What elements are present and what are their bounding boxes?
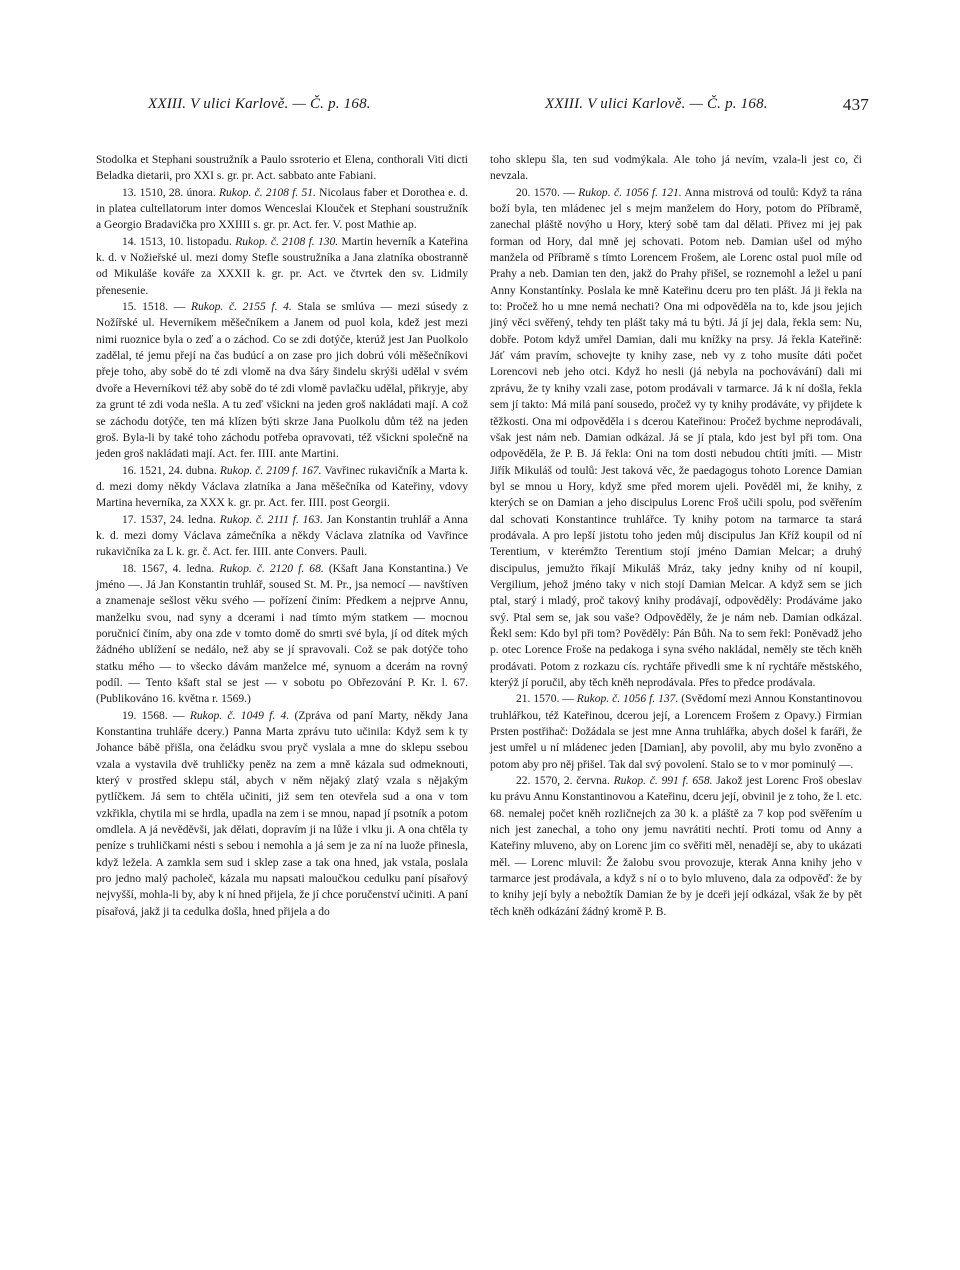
entry-text: 17. 1537, 24. ledna. [122, 513, 220, 526]
entry-text: (Kšaft Jana Konstantina.) Ve jméno —. Já Jan Konstantin truhlář, soused St. M. Pr., jsa nemocí — navštíven a znamenaje sešlost věku svého — pořízení činím: Předkem a nejprve Annu, manželku svou, nad syny a dcerami i nad tímto mým statkem — mocnou poručnicí činím, aby ona zde v tomto domě do smrti své byla, jí od dítek mých žádného ublížení se nedálo, než aby se jí spravovali. Což se pak dotýče toho statku mého — to všecko dávám manželce mé, synuom a dcerám na rovný podíl. — Tento kšaft stal se jest — v sobotu po Obřezování P. Kr. l. 67. (Publikováno 16. května r. 1569.) [96, 562, 468, 706]
manuscript-reference: Rukop. č. 2120 f. 68. [219, 562, 324, 575]
manuscript-reference: Rukop. č. 2109 f. 167. [219, 464, 322, 477]
entry-text: Nicolaus faber et Dorothea e. d. in platea cultellatorum inter domos Wenceslai Klouček et Stephani soustružník a Georgio Bradavička pro XXIIII s. gr. pr. Act. fer. V. post Mathie ap. [96, 186, 468, 232]
entry-text: 22. 1570, 2. června. [516, 775, 614, 788]
record-entry [96, 561, 468, 708]
record-entry [490, 185, 862, 692]
entry-text: (Zpráva od paní Marty, někdy Jana Konstantina truhláře dcery.) Panna Marta zprávu tuto učinila: Když sem k ty Johance bábě přišla, ona čeládku svou pryč vyslala a mne do sklepu ssebou vzala a vystavila dvě truhličky peněz na zem a mně kázala sud odmeknouti, který v prostřed sklepu stál, abych v něm nějaký zlatý vzala s nějakým pytlíčkem. Já sem to chtěla učiniti, již sem ten otevřela sud a ona v tom vzkřikla, chytila mi se hrdla, upadla na zem i se mnou, napad jí psotník a potom omdlela. A já nevěděvši, jak dělati, dopravím ji na lůže i vlku ji. A ona chtěla ty peníze s truhličkami nésti s sebou i nemohla a já sem je za ní na luože přinesla, když ležela. A zamkla sem sud i sklep zase a tak ona hned, jak vstala, poslala pro jedno malý pacholeč, kázala mu napsati maloučkou cedulku paní písařový nejvyšší, mohla-li by, aby k ní hned přijela, že jí chce poručenství učiniti. A paní písařová, jakž ji ta cedulka došla, hned přijela a do [96, 709, 468, 918]
continued-paragraph [96, 152, 468, 185]
entry-text: Jan Konstantin truhlář a Anna k. d. mezi domy Václava zámečníka a někdy Václava zlatníka od Vavřince rukavičníka za L k. gr. č. Act. fer. IIII. ante Convers. Pauli. [96, 513, 468, 559]
entry-text: Vavřinec rukavičník a Marta k. d. mezi domy někdy Václava zlatníka a Jana měšečníka od Kateřiny, vdovy Martina heverníka, za XXX k. gr. pr. Act. fer. IIII. post Georgii. [96, 464, 468, 510]
entry-text: Stala se smlúva — mezi súsedy z Nožířské ul. Heverníkem měšečníkem a Janem od puol kola, kdež jest mezi nimi ruoznice byla o zeď a o záchod. Co se zdi dotýče, kterúž jest Jan Puolkolo zadělal, té jemu přejí na čas budúcí a on zase pro jich dobrú vóli měšečníkovi přeje toho, aby sobě do té zdi vlomě na dva šáry šindelu skrýši udělal v svém dvoře a Heverníkovi též aby sobě do té zdi vlomě pavlačku udělal, přikryje, aby za grunt té zdi voda nešla. A tu zeď všickni na jeden groš nakládati mají. A což se záchodu dotýče, ten má klízen býti skrze Jana Puolkolu dům též na jeden groš. Byla-li by také toho záchodu potřeba opravovati, též všickni společně na jeden groš nakládati mají. Act. fer. IIII. ante Martini. [96, 301, 469, 461]
manuscript-reference: Rukop. č. 1056 f. 137. [576, 693, 679, 706]
manuscript-reference: Rukop. č. 2108 f. 130. [235, 235, 339, 248]
header-title-right: XXIII. V ulici Karlově. — Č. p. 168. [545, 96, 768, 112]
page-number: 437 [842, 95, 869, 114]
entry-text: toho sklepu šla, ten sud vodmýkala. Ale toho já nevím, vzala-li jest co, či nevzala. [490, 154, 862, 183]
entry-text: 15. 1518. — [122, 301, 191, 314]
entry-text: 21. 1570. — [516, 693, 577, 706]
record-entry [490, 773, 862, 920]
manuscript-reference: Rukop. č. 1056 f. 121. [578, 186, 682, 199]
manuscript-reference: Rukop. č. 1049 f. 4. [189, 709, 290, 722]
manuscript-reference: Rukop. č. 2108 f. 51. [218, 186, 316, 199]
manuscript-reference: Rukop. č. 991 f. 658. [613, 775, 713, 788]
entry-text: 13. 1510, 28. února. [122, 186, 219, 199]
entry-text: Martin heverník a Kateřina k. d. v Nožieřské ul. mezi domy Stefle soustružníka a Jana zlatníka obostranně od Mikuláše kováře za XXXII k. gr. pr. Act. ve čtvrtek den sv. Lidmily přenesenie. [96, 235, 468, 297]
entry-text: 18. 1567, 4. ledna. [122, 562, 220, 575]
record-entry [96, 463, 468, 512]
running-header-right [545, 96, 869, 113]
record-entry [96, 512, 468, 561]
entry-text: Stodolka et Stephani soustružník a Paulo ssroterio et Elena, conthorali Viti dicti Beladka dietarii, pro XXI s. gr. pr. Act. sabbato ante Fabiani. [96, 154, 468, 183]
entry-text: (Svědomí mezi Annou Konstantinovou truhlářkou, též Kateřinou, dcerou její, a Lorencem Frošem z Opavy.) Firmian Prsten postřihač: Dožádala se jest mne Anna truhlářka, abych došel k faráři, že jest umřel u ní mládenec jeden [Damian], aby povolil, aby mu bylo zvoněno a potom aby pro něj přišel. Tak dal svý povolení. Stalo se to v mor pominulý —. [490, 693, 862, 771]
record-entry [96, 708, 468, 920]
entry-text: 14. 1513, 10. listopadu. [122, 235, 236, 248]
entry-text: Anna mistrová od toulů: Když ta rána boží byla, ten mládenec jel s mejm manželem do Hory, potom do Příbramě, zanechal pláště novýho u Hory, který sobě tam dal dělati. Přivez mi jej pak forman od Hory, dal mně jej schovati. Potom neb. Damian ušel od mýho manžela od Příbramě s tímto Lorencem Frošem, ale Lorenc ostal puol míle od Prahy a neb. Damian ten den, jakž do Prahy přišel, se roznemohl a ležel u paní Anny Konstantínky. Poslala ke mně Kateřinu dceru pro ten plášt. Já ji řekla na to: Pročež ho u mne nemá nechati? Ona mi odpověděla na to, kde jsou jejich jiný věci svěřený, tehdy ten plášt taky má tu býti. Já jí jej dala, řekla sem: Nu, dobře. Potom když umřel Damian, dali mu knížky na prsy. Já řekla Kateřině: Jáť vám pravím, schovejte ty knihy zase, neb vy z toho musíte dáti počet Lorencovi neb jeho otci. Když ho nesli (já nebyla na pochovávání) dali mi zprávu, že ty knihy vzali zase, potom prodávali v tarmarce. Já k ní došla, řekla sem jí takto: Má milá paní sousedo, pročež vy ty knihy prodáváte, vy přijdete k těžkosti. Ona mi odpověděla i s dcerou Kateřinou: Pročež bychme neprodávali, však jest nám neb. Damian odkázal. Já se jí ptala, kdo jest byl při tom. Ona odpověděla, že P. B. Já řekla: Oni na tom dosti nebudou chtíti jmíti. — Mistr Jiřík Mikuláš od toulů: Jest taková věc, že paedagogus tohoto Lorence Damian byl se mnou u Hory, když sme před morem ujeli. Pověděl mi, že knihy, z kterých se on Damian a jeho discipulus Lorenc Froš učili spolu, pod svěřením dal schovati Konstantince truhlářce. Ty knihy potom na tarmarce ta stará prodávala. A pro lepší jistotu toho jeden můj discipulus Jan Kříž koupil od ní Terentium, v kterémžto Terentium stojí jméno Damian Melcar; a druhý discipulus, jemužto říkají Mikuláš Mráz, taky jedny knihy od ní koupil, Vergilium, jehož jméno taky v nich stojí Damian Melcar. A když sem se jich ptal, starý i mladý, proč takový knihy prodávají, odpověděly: Prodáváme jako svý. Ptal sem se, jak sou vaše? Odpověděly, že je nám neb. Damian odkázal. Řekl sem: Kdo byl při tom? Pověděly: Pán Bůh. Na to sem řekl: Poněvadž jeho p. otec Lorence Froše na pedakoga i syna svého nakládal, neměly ste těch kněh prodávati. Potom z rozkazu cís. rychtáře přivedli sme k ní rychtáře městského, kterýž jí poručil, aby těch kněh neprodávala. Přes to předce prodávala. [490, 186, 862, 689]
record-entry [96, 185, 468, 234]
header-title-left: XXIII. V ulici Karlově. — Č. p. 168. [148, 96, 371, 112]
right-column [490, 152, 862, 920]
continued-paragraph [490, 152, 862, 185]
manuscript-reference: Rukop. č. 2155 f. 4. [190, 301, 292, 314]
record-entry [96, 234, 468, 299]
manuscript-reference: Rukop. č. 2111 f. 163. [219, 513, 323, 526]
record-entry [490, 691, 862, 773]
record-entry [96, 299, 468, 462]
entry-text: 16. 1521, 24. dubna. [122, 464, 220, 477]
left-column [96, 152, 468, 920]
entry-text: 19. 1568. — [122, 709, 190, 722]
running-header-left [148, 96, 371, 113]
entry-text: 20. 1570. — [516, 186, 579, 199]
entry-text: Jakož jest Lorenc Froš obeslav ku právu Annu Konstantinovou a Kateřinu, dceru její, obvinil je z toho, že l. etc. 68. nemalej počet kněh rozličnejch za 30 k. a pláště za 7 kop pod svěřením u nich jest zanechal, a toho ony jemu navrátiti nechtí. Proti tomu od Anny a Kateřiny mluveno, aby on Lorenc jim co svěřiti měl, nenadějí se, aby to ukázati měl. — Lorenc mluvil: Že žalobu svou provozuje, kterak Anna knihy jeho v tarmarce jest prodávala, a když s ní o to bylo mluveno, dala za odpověď: že by to knihy její byly a nebožtík Damian že by je dceři její odkázal, však že by pět těch kněh odkázání žádný kromě P. B. [490, 775, 862, 918]
